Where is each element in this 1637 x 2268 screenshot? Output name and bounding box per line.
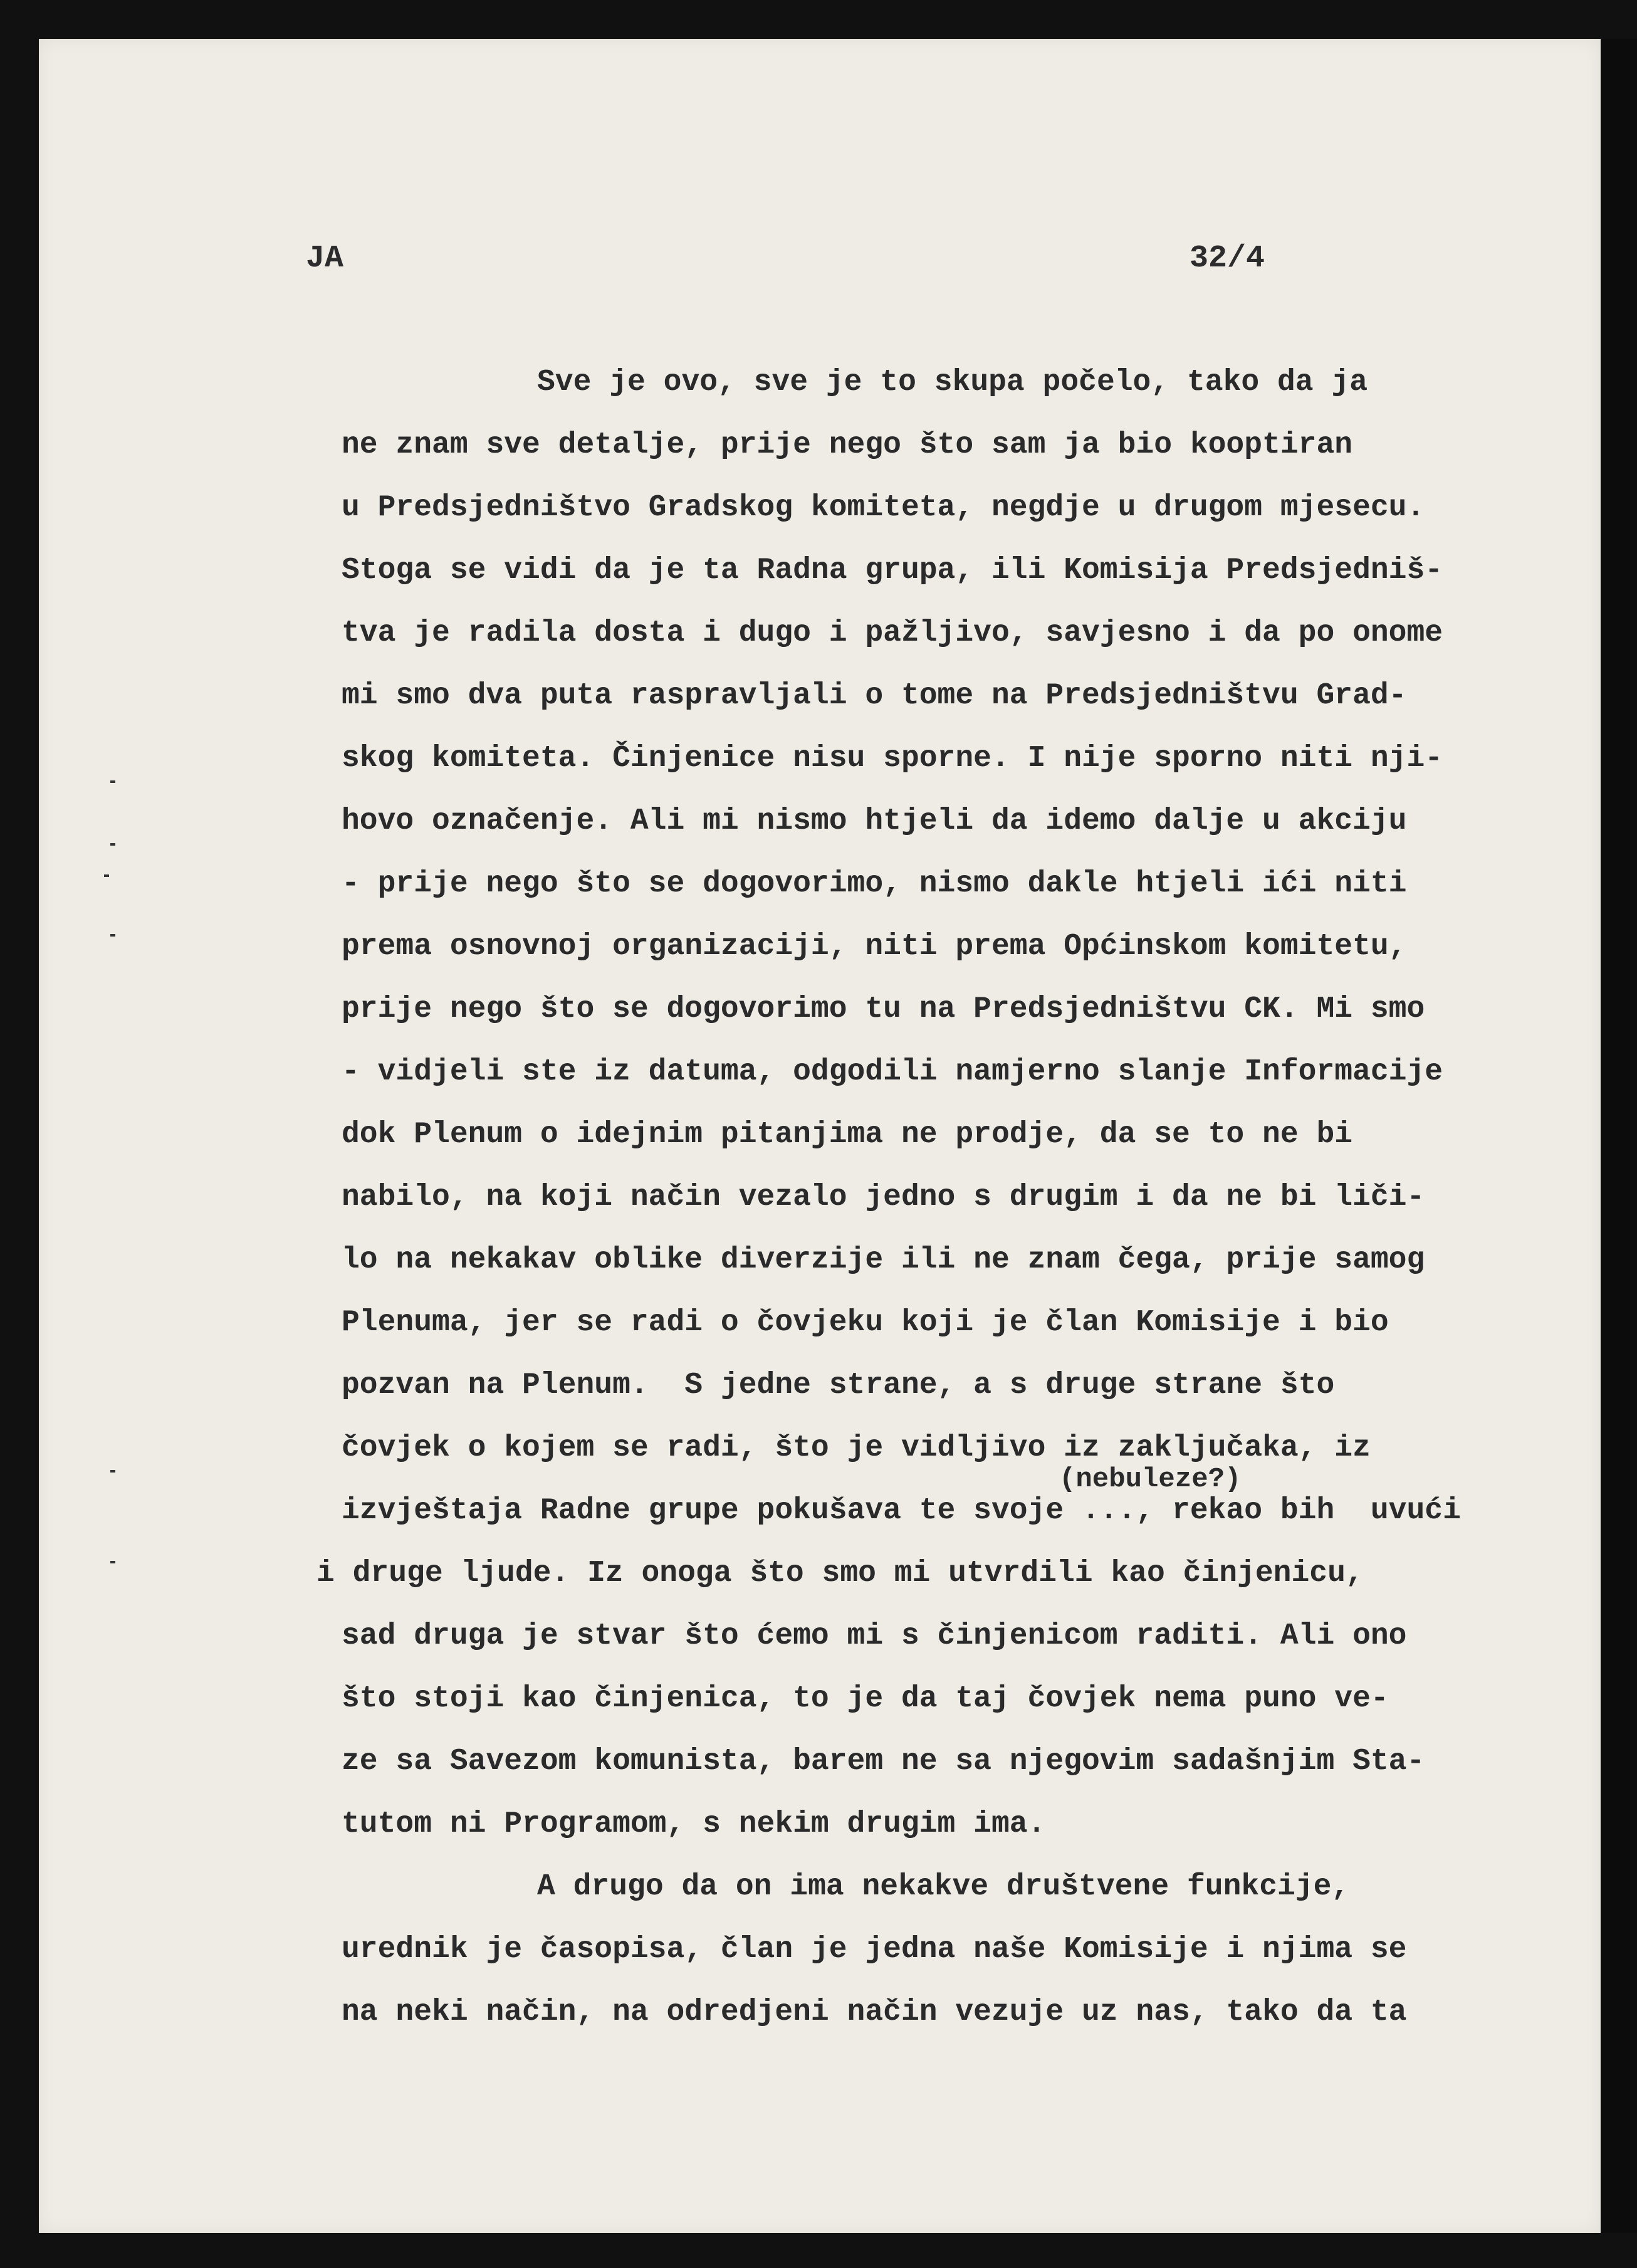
- text-line: Sve je ovo, sve je to skupa počelo, tako da ja: [537, 365, 1368, 399]
- text-line: lo na nekakav oblike diverzije ili ne znam čega, prije samog: [342, 1243, 1425, 1277]
- text-line: tutom ni Programom, s nekim drugim ima.: [342, 1807, 1046, 1841]
- margin-mark: [110, 843, 115, 846]
- text-line: izvještaja Radne grupe pokušava te svoje ..., rekao bih uvući: [342, 1494, 1461, 1528]
- header-initials: JA: [306, 241, 344, 276]
- text-line: čovjek o kojem se radi, što je vidljivo iz zaključaka, iz: [342, 1431, 1371, 1465]
- text-line: i druge ljude. Iz onoga što smo mi utvrdili kao činjenicu,: [316, 1557, 1364, 1590]
- text-line: hovo označenje. Ali mi nismo htjeli da idemo dalje u akciju: [342, 804, 1407, 838]
- handwritten-annotation: (nebuleze?): [1059, 1464, 1242, 1495]
- text-line: mi smo dva puta raspravljali o tome na Predsjedništvu Grad-: [342, 679, 1407, 713]
- text-line: što stoji kao činjenica, to je da taj čovjek nema puno ve-: [342, 1682, 1389, 1716]
- margin-mark: [104, 874, 109, 877]
- text-line: A drugo da on ima nekakve društvene funkcije,: [537, 1870, 1350, 1904]
- text-line: - prije nego što se dogovorimo, nismo dakle htjeli ići niti: [342, 867, 1407, 901]
- text-line: Stoga se vidi da je ta Radna grupa, ili Komisija Predsjedniš-: [342, 554, 1443, 587]
- text-line: skog komiteta. Činjenice nisu sporne. I nije sporno niti nji-: [342, 742, 1443, 775]
- text-line: tva je radila dosta i dugo i pažljivo, savjesno i da po onome: [342, 616, 1443, 650]
- document-body: [316, 351, 1501, 2044]
- text-line: urednik je časopisa, član je jedna naše Komisije i njima se: [342, 1933, 1407, 1966]
- text-line: Plenuma, jer se radi o čovjeku koji je član Komisije i bio: [342, 1306, 1389, 1340]
- text-line: - vidjeli ste iz datuma, odgodili namjerno slanje Informacije: [342, 1055, 1443, 1089]
- text-line: prije nego što se dogovorimo tu na Predsjedništvu CK. Mi smo: [342, 992, 1425, 1026]
- margin-mark: [110, 780, 115, 783]
- text-line: na neki način, na odredjeni način vezuje uz nas, tako da ta: [342, 1995, 1407, 2029]
- text-line: sad druga je stvar što ćemo mi s činjenicom raditi. Ali ono: [342, 1619, 1407, 1653]
- text-line: nabilo, na koji način vezalo jedno s drugim i da ne bi liči-: [342, 1180, 1425, 1214]
- margin-mark: [110, 1470, 115, 1473]
- text-line: dok Plenum o idejnim pitanjima ne prodje, da se to ne bi: [342, 1118, 1353, 1152]
- page-number: 32/4: [1190, 241, 1265, 276]
- text-line: prema osnovnoj organizaciji, niti prema Općinskom komitetu,: [342, 930, 1407, 963]
- text-line: u Predsjedništvo Gradskog komiteta, negdje u drugom mjesecu.: [342, 491, 1425, 525]
- margin-mark: [110, 934, 115, 937]
- text-line: pozvan na Plenum. S jedne strane, a s druge strane što: [342, 1368, 1335, 1402]
- margin-mark: [110, 1561, 115, 1563]
- scan-edge: [1601, 39, 1637, 2233]
- text-line: ze sa Savezom komunista, barem ne sa njegovim sadašnjim Sta-: [342, 1745, 1425, 1778]
- text-line: ne znam sve detalje, prije nego što sam ja bio kooptiran: [342, 428, 1353, 462]
